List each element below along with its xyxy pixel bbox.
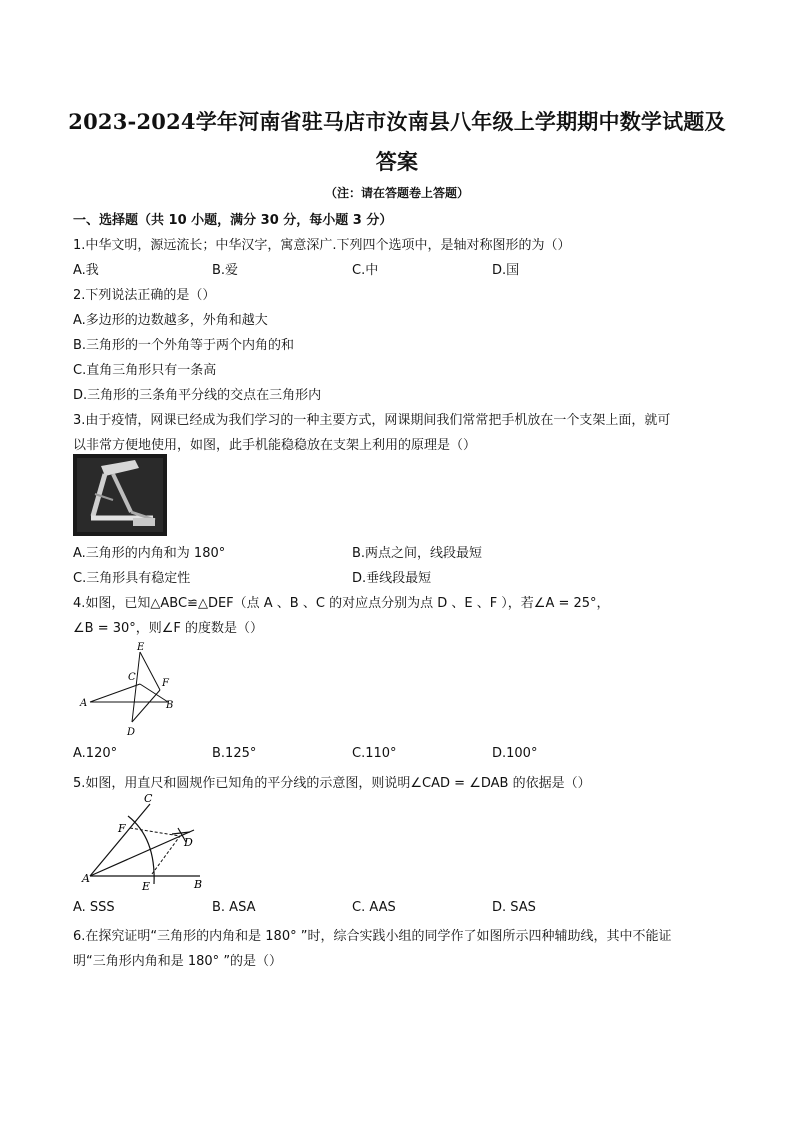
label-d: D [184,836,193,849]
document-title: 2023-2024学年河南省驻马店市汝南县八年级上学期期中数学试题及 [68,109,726,134]
question-5-option-a: A. SSS [73,900,115,915]
answer-note: （注：请在答题卷上答题） [324,186,469,200]
question-4-option-a: A.120° [73,746,118,761]
question-6-stem: 6.在探究证明“三角形的内角和是 180° ”时，综合实践小组的同学作了如图所示四种辅助线，其中不能证 [73,929,672,944]
label-a: A [82,872,90,885]
label-e: E [137,642,145,653]
question-2-option-d: D.三角形的三条角平分线的交点在三角形内 [73,388,322,403]
label-c: C [128,672,136,683]
label-b: B [166,700,174,711]
question-5-option-d: D. SAS [492,900,536,915]
section-heading: 一、选择题（共 10 小题，满分 30 分，每小题 3 分） [73,213,393,228]
question-2-option-b: B.三角形的一个外角等于两个内角的和 [73,338,295,353]
label-d: D [127,727,136,738]
question-1-stem: 1.中华文明，源远流长；中华汉字，寓意深广.下列四个选项中，是轴对称图形的为（） [73,238,571,253]
question-1-option-a: A.我 [73,263,99,278]
question-4-stem: 4.如图，已知△ABC≌△DEF（点 A 、B 、C 的对应点分别为点 D 、E 、F ），若∠A = 25°， [73,596,610,611]
question-3-option-b: B.两点之间，线段最短 [352,546,483,561]
question-3-stem: 3.由于疫情，网课已经成为我们学习的一种主要方式，网课期间我们常常把手机放在一个支架上面，就可 [73,413,671,428]
question-4-stem-continued: ∠B = 30°，则∠F 的度数是（） [73,621,264,636]
question-3-stem-continued: 以非常方便地使用，如图，此手机能稳稳放在支架上利用的原理是（） [73,438,477,453]
phone-stand-photo [73,454,167,536]
question-3-option-c: C.三角形具有稳定性 [73,571,191,586]
label-e: E [142,880,151,893]
label-b: B [194,878,203,891]
triangles-abc-def-figure [76,638,186,742]
label-f: F [118,822,126,835]
question-5-stem: 5.如图，用直尺和圆规作已知角的平分线的示意图，则说明∠CAD = ∠DAB 的依据是（） [73,776,591,791]
document-title-continued: 答案 [375,149,419,174]
question-4-option-d: D.100° [492,746,538,761]
label-c: C [144,792,153,805]
question-4-option-c: C.110° [352,746,397,761]
question-5-option-c: C. AAS [352,900,396,915]
label-f: F [162,678,169,689]
question-2-stem: 2.下列说法正确的是（） [73,288,216,303]
question-3-option-d: D.垂线段最短 [352,571,432,586]
question-1-option-d: D.国 [492,263,520,278]
question-3-option-a: A.三角形的内角和为 180° [73,546,226,561]
question-6-stem-continued: 明“三角形内角和是 180° ”的是（） [73,954,283,969]
question-2-option-a: A.多边形的边数越多，外角和越大 [73,313,268,328]
angle-bisector-construction-figure [80,790,210,894]
question-2-option-c: C.直角三角形只有一条高 [73,363,217,378]
question-1-option-b: B.爱 [212,263,239,278]
question-5-option-b: B. ASA [212,900,256,915]
label-a: A [80,698,88,709]
question-4-option-b: B.125° [212,746,257,761]
question-1-option-c: C.中 [352,263,379,278]
